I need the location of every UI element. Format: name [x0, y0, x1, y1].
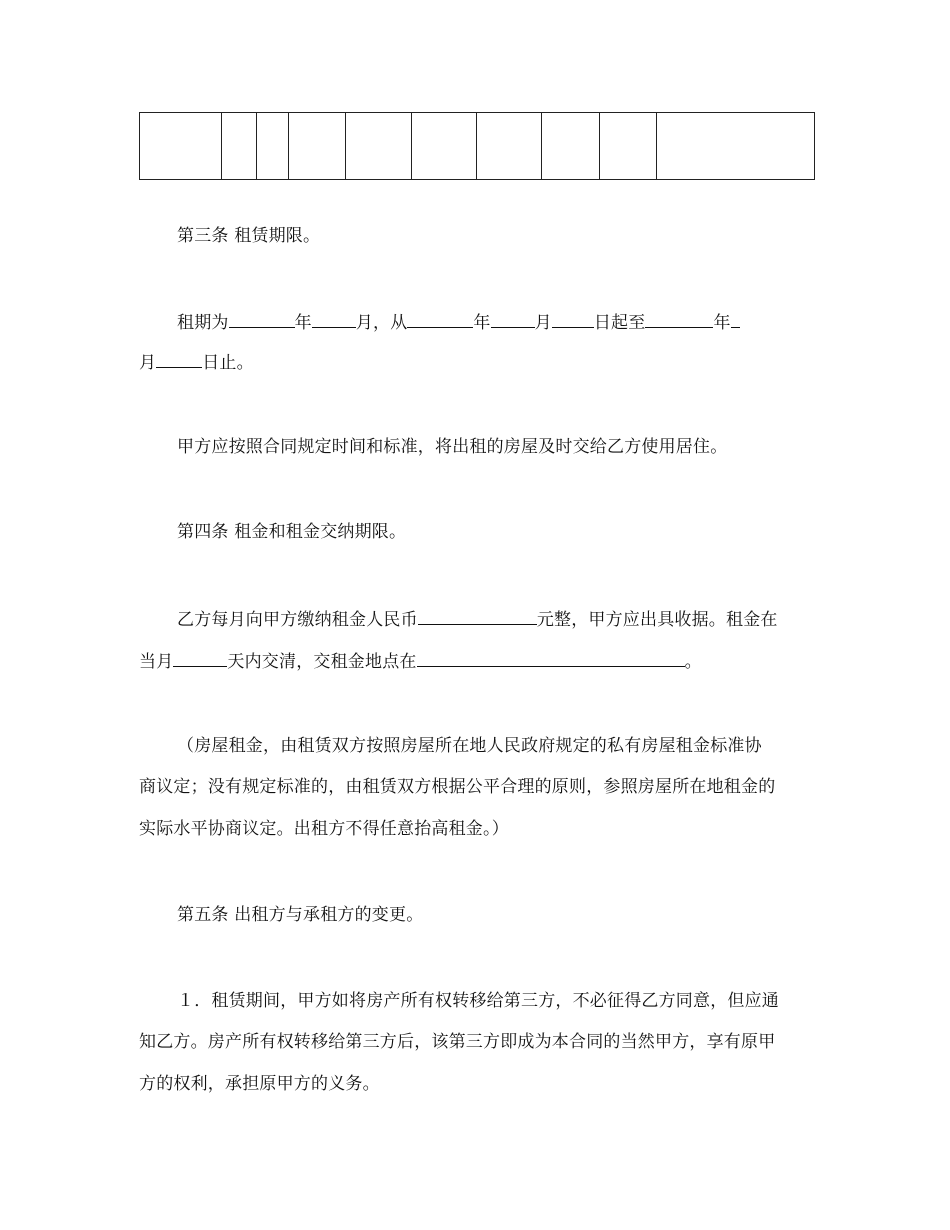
- table-cell: [600, 113, 657, 180]
- article5-item1-line2: 知乙方。房产所有权转移给第三方后，该第三方即成为本合同的当然甲方，享有原甲: [139, 1032, 776, 1052]
- article4-note-line1: （房屋租金，由租赁双方按照房屋所在地人民政府规定的私有房屋租金标准协: [177, 736, 762, 756]
- table-cell: [477, 113, 542, 180]
- article3-term-line2: [139, 351, 819, 373]
- article5-item1-line3: 方的权利，承担原甲方的义务。: [139, 1074, 380, 1094]
- article3-term-line1: [139, 311, 857, 333]
- blank-years: [229, 311, 295, 328]
- text-segment: 月: [139, 353, 157, 373]
- text-segment: 日起至: [593, 313, 646, 333]
- text-segment: 元整，甲方应出具收据。租金在: [536, 610, 778, 630]
- table-cell: [412, 113, 477, 180]
- text-segment: 。: [684, 652, 702, 672]
- text-segment: 天内交清，交租金地点在: [227, 652, 417, 672]
- table-row: [140, 113, 815, 180]
- table-cell: [346, 113, 412, 180]
- blank-months: [312, 311, 356, 328]
- table-cell: [289, 113, 346, 180]
- empty-table: [139, 112, 815, 180]
- text-segment: 年: [473, 313, 491, 333]
- blank-days: [173, 650, 227, 667]
- table-cell: [657, 113, 815, 180]
- blank-start-month: [491, 311, 535, 328]
- text-segment: 年: [713, 313, 731, 333]
- table-cell: [257, 113, 289, 180]
- blank-start-day: [552, 311, 594, 328]
- text-segment: 月: [534, 313, 552, 333]
- table-cell: [140, 113, 222, 180]
- blank-end-month: [731, 311, 740, 328]
- text-segment: 租期为: [177, 313, 229, 333]
- blank-end-day: [156, 351, 202, 368]
- blank-payment-location: [417, 650, 685, 667]
- article5-item1-line1: １．租赁期间，甲方如将房产所有权转移给第三方，不必征得乙方同意，但应通: [177, 991, 779, 1011]
- table-cell: [222, 113, 257, 180]
- blank-end-year: [645, 311, 713, 328]
- text-segment: 当月: [139, 652, 174, 672]
- article5-heading: 第五条 出租方与承租方的变更。: [177, 905, 424, 925]
- article4-rent-line1: [139, 608, 857, 630]
- blank-start-year: [407, 311, 473, 328]
- blank-rent-amount: [418, 608, 537, 625]
- article4-note-line2: 商议定；没有规定标准的，由租赁双方根据公平合理的原则，参照房屋所在地租金的: [139, 777, 776, 797]
- article4-rent-line2: [139, 650, 819, 672]
- article3-delivery-paragraph: 甲方应按照合同规定时间和标准，将出租的房屋及时交给乙方使用居住。: [177, 437, 728, 457]
- text-segment: 乙方每月向甲方缴纳租金人民币: [177, 610, 418, 630]
- table-cell: [542, 113, 600, 180]
- article4-heading: 第四条 租金和租金交纳期限。: [177, 522, 407, 542]
- article3-heading: 第三条 租赁期限。: [177, 226, 321, 246]
- text-segment: 日止。: [202, 353, 254, 373]
- text-segment: 年: [294, 313, 312, 333]
- text-segment: 月，从: [355, 313, 408, 333]
- article4-note-line3: 实际水平协商议定。出租方不得任意抬高租金。）: [139, 819, 509, 839]
